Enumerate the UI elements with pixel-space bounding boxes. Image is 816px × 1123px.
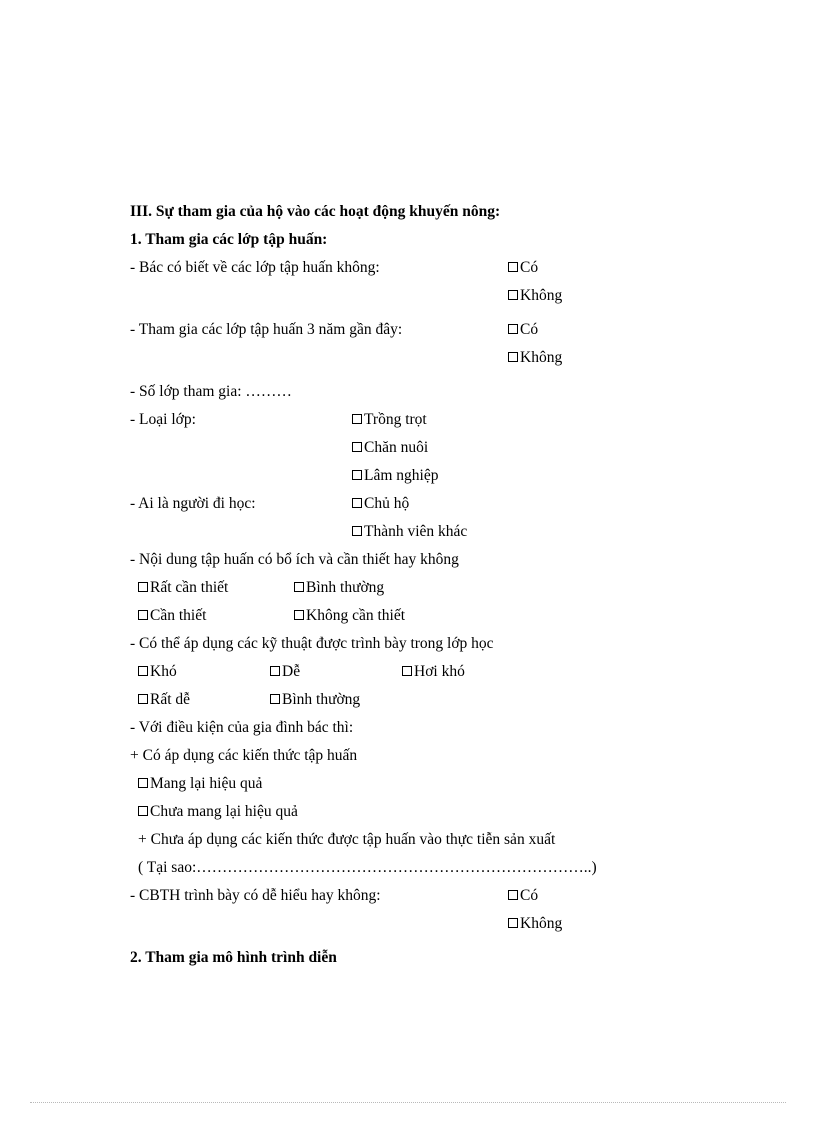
- question-8-row-1: [138, 770, 730, 798]
- option-label: Chưa mang lại hiệu quả: [150, 803, 298, 820]
- question-2-label: - Tham gia các lớp tập huấn 3 năm gần đây:: [130, 321, 403, 338]
- question-4-option-3[interactable]: [352, 462, 438, 490]
- option-label: Có: [520, 259, 539, 276]
- question-2: [130, 316, 730, 344]
- question-8-option-1[interactable]: [138, 770, 262, 798]
- checkbox-icon[interactable]: [352, 470, 362, 480]
- checkbox-icon[interactable]: [352, 526, 362, 536]
- question-5-option-1[interactable]: [352, 490, 409, 518]
- option-label: Rất cần thiết: [150, 579, 229, 596]
- option-label: Rất dễ: [150, 691, 191, 708]
- spacer: [130, 282, 508, 310]
- spacer: [130, 434, 352, 462]
- question-8-sub-1: [130, 742, 730, 770]
- checkbox-icon[interactable]: [508, 324, 518, 334]
- option-label: Cần thiết: [150, 607, 207, 624]
- question-8-sub-2-label: + Chưa áp dụng các kiến thức được tập huấn vào thực tiễn sản xuất: [138, 831, 556, 848]
- question-8-sub-2: [138, 826, 730, 854]
- question-7-label: - Có thể áp dụng các kỹ thuật được trình bày trong lớp học: [130, 635, 494, 652]
- option-label: Không: [520, 915, 563, 932]
- question-1-label: - Bác có biết về các lớp tập huấn không:: [130, 259, 380, 276]
- checkbox-icon[interactable]: [138, 694, 148, 704]
- question-7-option-3[interactable]: [402, 658, 465, 686]
- checkbox-icon[interactable]: [508, 918, 518, 928]
- question-6-row-2: [138, 602, 730, 630]
- question-2-option-no[interactable]: [508, 344, 562, 372]
- question-5: [130, 490, 730, 518]
- checkbox-icon[interactable]: [270, 694, 280, 704]
- option-label: Bình thường: [306, 579, 385, 596]
- checkbox-icon[interactable]: [138, 610, 148, 620]
- question-8-label: - Với điều kiện của gia đình bác thì:: [130, 719, 354, 736]
- question-6-label: - Nội dung tập huấn có bổ ích và cần thiết hay không: [130, 551, 459, 568]
- question-6-option-3[interactable]: [138, 602, 206, 630]
- question-4-label: - Loại lớp:: [130, 411, 196, 428]
- option-label: Dễ: [282, 663, 301, 680]
- question-4-option-2[interactable]: [352, 434, 428, 462]
- option-label: Thành viên khác: [364, 523, 468, 540]
- question-9-label: - CBTH trình bày có dễ hiểu hay không:: [130, 887, 381, 904]
- question-8: [130, 714, 730, 742]
- checkbox-icon[interactable]: [270, 666, 280, 676]
- option-label: Khó: [150, 663, 177, 680]
- question-1-row-2: [130, 282, 730, 310]
- option-label: Có: [520, 321, 539, 338]
- subsection-heading-1: 1. Tham gia các lớp tập huấn:: [130, 231, 328, 248]
- question-3: [130, 378, 730, 406]
- question-7-row-1: [138, 658, 730, 686]
- question-8-option-2[interactable]: [138, 798, 298, 826]
- checkbox-icon[interactable]: [508, 262, 518, 272]
- option-label: Chủ hộ: [364, 495, 410, 512]
- section-heading: III. Sự tham gia của hộ vào các hoạt động khuyến nông:: [130, 203, 501, 220]
- option-label: Không cần thiết: [306, 607, 406, 624]
- question-6: [130, 546, 730, 574]
- question-1-option-no[interactable]: [508, 282, 562, 310]
- question-7-option-1[interactable]: [138, 658, 177, 686]
- option-label: Không: [520, 349, 563, 366]
- checkbox-icon[interactable]: [402, 666, 412, 676]
- spacer: [130, 518, 352, 546]
- checkbox-icon[interactable]: [352, 414, 362, 424]
- question-5-option-2[interactable]: [352, 518, 467, 546]
- checkbox-icon[interactable]: [352, 498, 362, 508]
- question-7: [130, 630, 730, 658]
- question-9-option-yes[interactable]: [508, 882, 538, 910]
- checkbox-icon[interactable]: [138, 666, 148, 676]
- question-9-option-no[interactable]: [508, 910, 562, 938]
- question-2-option-yes[interactable]: [508, 316, 538, 344]
- footer-divider: [30, 1102, 786, 1103]
- question-8-sub-1-label: + Có áp dụng các kiến thức tập huấn: [130, 747, 358, 764]
- question-3-label: - Số lớp tham gia: ………: [130, 383, 292, 400]
- option-label: Có: [520, 887, 539, 904]
- checkbox-icon[interactable]: [294, 582, 304, 592]
- checkbox-icon[interactable]: [138, 582, 148, 592]
- question-8-reason[interactable]: [138, 854, 730, 882]
- checkbox-icon[interactable]: [508, 352, 518, 362]
- question-6-row-1: [138, 574, 730, 602]
- question-4-option-1[interactable]: [352, 406, 427, 434]
- question-9-row-2: [130, 910, 730, 938]
- checkbox-icon[interactable]: [508, 290, 518, 300]
- option-label: Trồng trọt: [364, 411, 427, 428]
- option-label: Không: [520, 287, 563, 304]
- questionnaire-body: [130, 198, 730, 972]
- question-7-option-2[interactable]: [270, 658, 300, 686]
- question-8-reason-label: ( Tại sao:…………………………………………………………………..): [138, 859, 597, 876]
- question-1-option-yes[interactable]: [508, 254, 538, 282]
- spacer: [130, 462, 352, 490]
- question-8-row-2: [138, 798, 730, 826]
- question-7-option-4[interactable]: [138, 686, 190, 714]
- question-4-row-3: [130, 462, 730, 490]
- checkbox-icon[interactable]: [138, 778, 148, 788]
- spacer: [130, 344, 508, 372]
- option-label: Mang lại hiệu quả: [150, 775, 263, 792]
- question-2-row-2: [130, 344, 730, 372]
- question-6-option-1[interactable]: [138, 574, 228, 602]
- question-4-row-2: [130, 434, 730, 462]
- question-4: [130, 406, 730, 434]
- question-7-option-5[interactable]: [270, 686, 360, 714]
- question-5-label: - Ai là người đi học:: [130, 495, 256, 512]
- checkbox-icon[interactable]: [508, 890, 518, 900]
- option-label: Chăn nuôi: [364, 439, 429, 456]
- question-1: [130, 254, 730, 282]
- option-label: Lâm nghiệp: [364, 467, 439, 484]
- checkbox-icon[interactable]: [138, 806, 148, 816]
- checkbox-icon[interactable]: [352, 442, 362, 452]
- question-5-row-2: [130, 518, 730, 546]
- checkbox-icon[interactable]: [294, 610, 304, 620]
- subsection-heading-2: 2. Tham gia mô hình trình diễn: [130, 949, 337, 966]
- question-6-option-2[interactable]: [294, 574, 384, 602]
- option-label: Hơi khó: [414, 663, 465, 680]
- option-label: Bình thường: [282, 691, 361, 708]
- question-7-row-2: [138, 686, 730, 714]
- question-9: [130, 882, 730, 910]
- spacer: [130, 910, 508, 938]
- question-6-option-4[interactable]: [294, 602, 405, 630]
